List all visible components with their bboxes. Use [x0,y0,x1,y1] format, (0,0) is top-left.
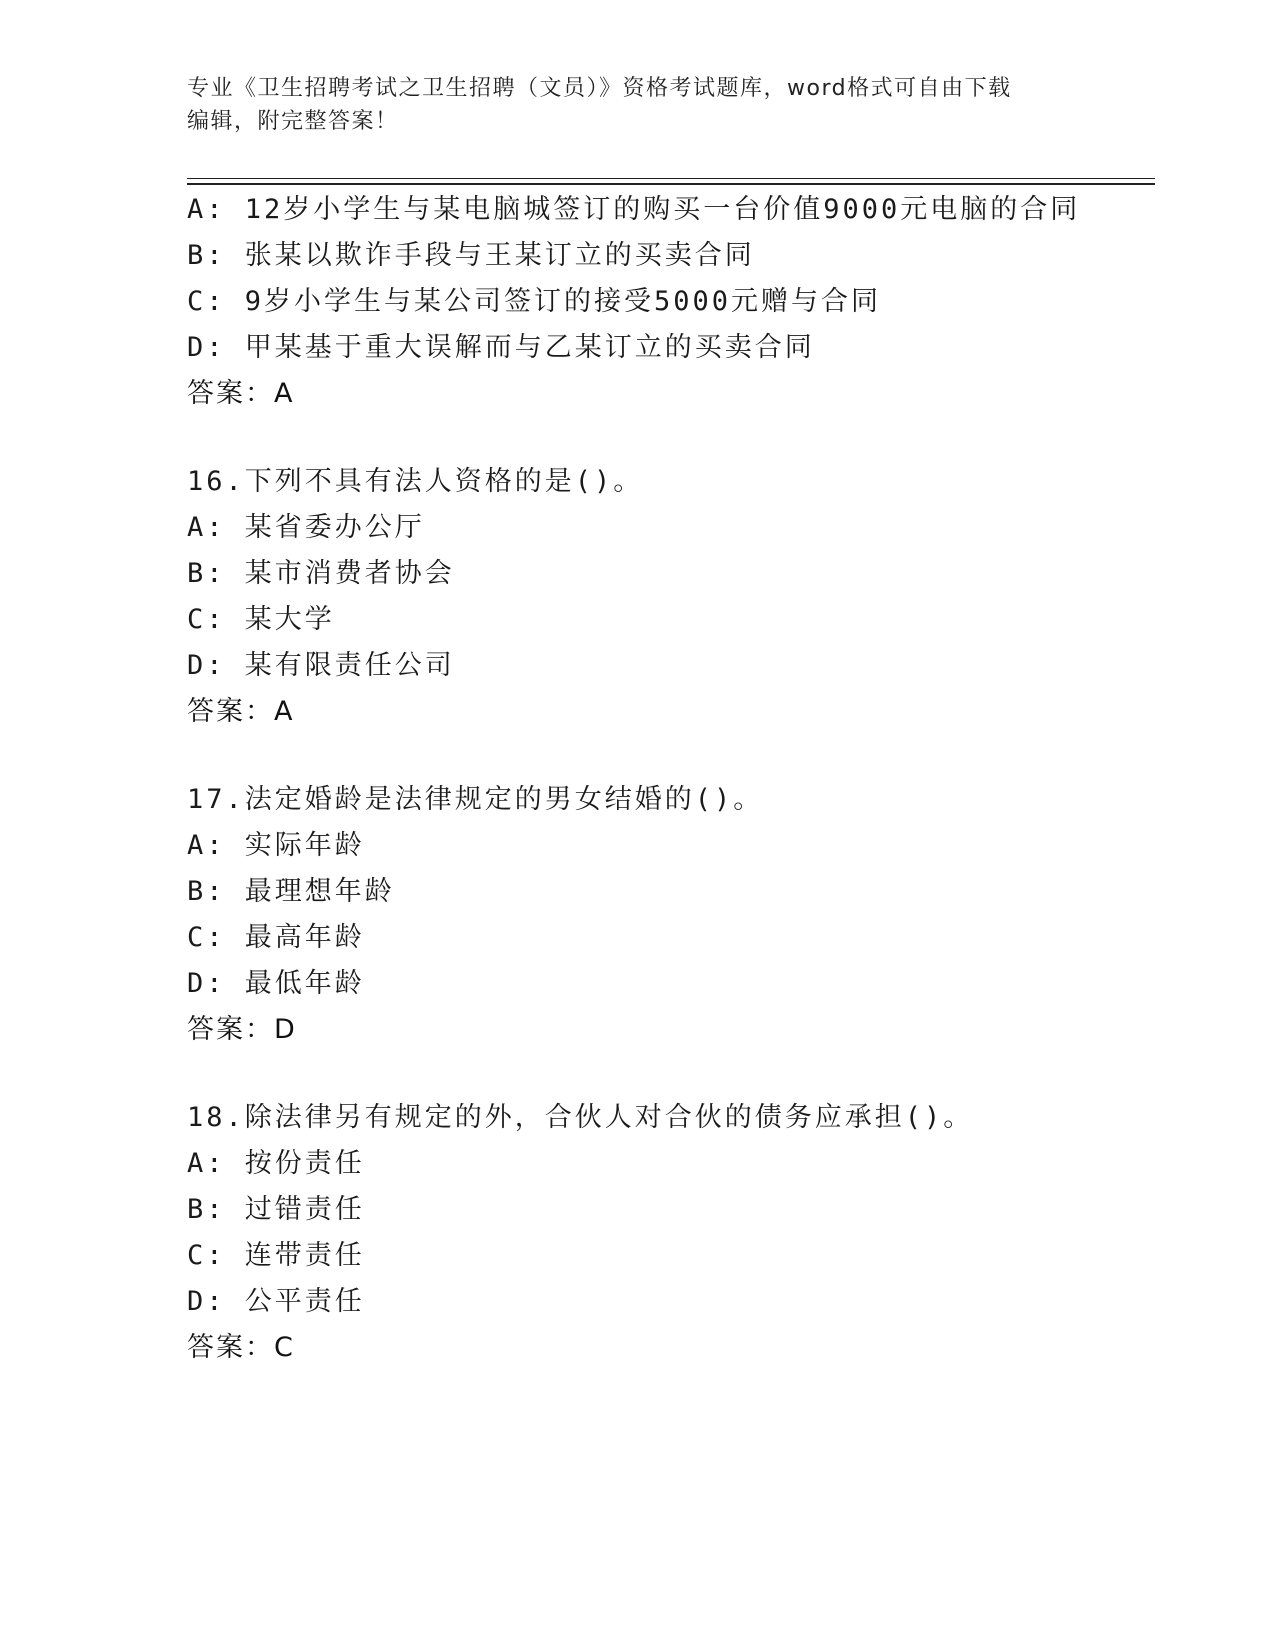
option-a: A: 12岁小学生与某电脑城签订的购买一台价值9000元电脑的合同 [187,194,1081,225]
question-text: 17.法定婚龄是法律规定的男女结婚的()。 [187,784,764,815]
spacer [187,417,1167,459]
spacer [187,1053,1167,1095]
option-d: D: 最低年龄 [187,968,365,999]
answer-line: 答案：D [187,1014,297,1045]
option-d: D: 公平责任 [187,1286,365,1317]
option-b: B: 张某以欺诈手段与王某订立的买卖合同 [187,240,755,271]
question-text: 18.除法律另有规定的外，合伙人对合伙的债务应承担()。 [187,1102,974,1133]
document-header [187,72,1087,138]
option-d: D: 某有限责任公司 [187,650,455,681]
answer-line: 答案：A [187,696,295,727]
option-c: C: 连带责任 [187,1240,365,1271]
header-line-1: 专业《卫生招聘考试之卫生招聘（文员）》资格考试题库，word格式可自由下载 [187,76,1012,101]
option-a: A: 按份责任 [187,1148,365,1179]
header-divider-thick [187,183,1155,185]
option-b: B: 最理想年龄 [187,876,395,907]
spacer [187,735,1167,777]
question-block-15 [187,187,1167,417]
answer-line: 答案：C [187,1332,295,1363]
option-b: B: 过错责任 [187,1194,365,1225]
answer-line: 答案：A [187,378,295,409]
option-c: C: 9岁小学生与某公司签订的接受5000元赠与合同 [187,286,882,317]
option-b: B: 某市消费者协会 [187,558,455,589]
header-line-2: 编辑，附完整答案！ [187,109,399,134]
question-block-18 [187,1095,1167,1371]
option-d: D: 甲某基于重大误解而与乙某订立的买卖合同 [187,332,815,363]
question-list [187,187,1167,1371]
header-divider-thin [187,178,1155,179]
option-a: A: 某省委办公厅 [187,512,425,543]
question-block-16 [187,459,1167,735]
option-c: C: 最高年龄 [187,922,365,953]
question-block-17 [187,777,1167,1053]
option-a: A: 实际年龄 [187,830,365,861]
question-text: 16.下列不具有法人资格的是()。 [187,466,644,497]
option-c: C: 某大学 [187,604,335,635]
